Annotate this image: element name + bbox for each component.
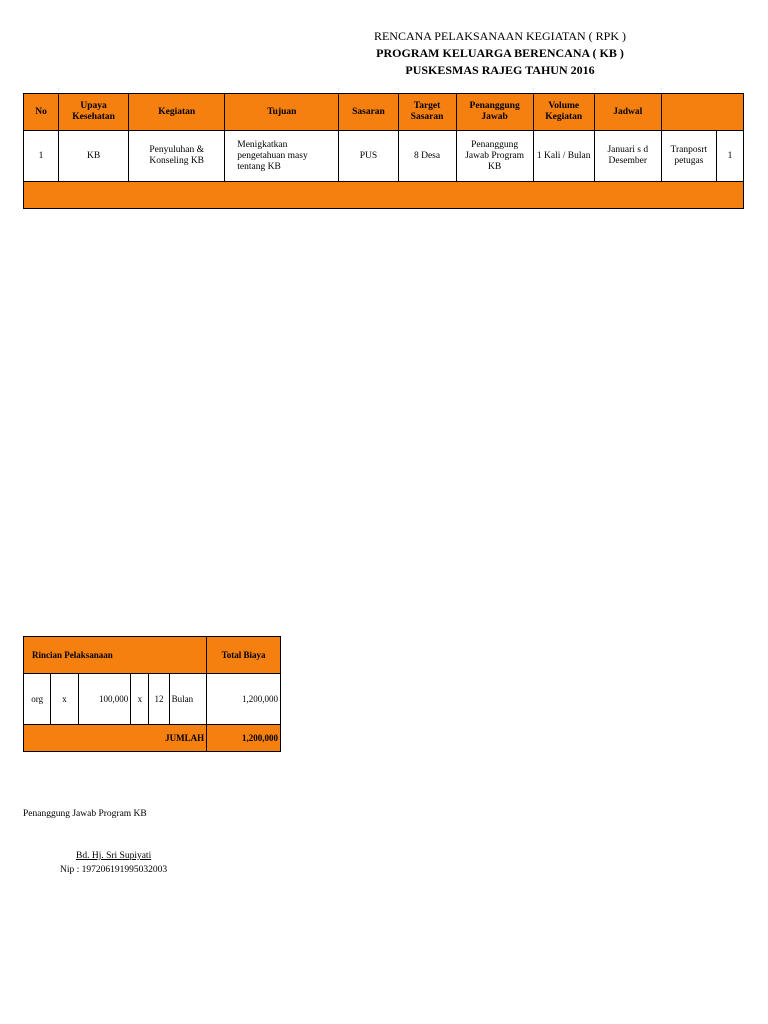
cell-kegiatan: Penyuluhan & Konseling KB — [129, 131, 225, 182]
table-footer-row — [24, 182, 744, 209]
document-title — [300, 28, 700, 79]
cell-sasaran: PUS — [339, 131, 398, 182]
total-biaya-header: Total Biaya — [207, 637, 281, 674]
cell-target: 8 Desa — [398, 131, 456, 182]
header-volume: Volume Kegiatan — [533, 94, 594, 131]
signature-name: Bd. Hj. Sri Supiyati — [76, 851, 152, 861]
rincian-price: 100,000 — [78, 674, 131, 725]
cell-no: 1 — [24, 131, 59, 182]
title-line-1: RENCANA PELAKSANAAN KEGIATAN ( RPK ) — [373, 29, 627, 43]
cell-jadwal: Januari s d Desember — [594, 131, 661, 182]
rincian-times-1: x — [51, 674, 78, 725]
rincian-period: Bulan — [169, 674, 206, 725]
cell-upaya: KB — [59, 131, 129, 182]
cell-volume: 1 Kali / Bulan — [533, 131, 594, 182]
header-upaya: Upaya Kesehatan — [59, 94, 129, 131]
rincian-header-row — [24, 637, 281, 674]
rincian-total: 1,200,000 — [207, 674, 281, 725]
rincian-table — [23, 636, 281, 752]
table-header-row — [24, 94, 744, 131]
header-jadwal: Jadwal — [594, 94, 661, 131]
header-blank — [661, 94, 743, 131]
cell-transport: Tranposrt petugas — [661, 131, 716, 182]
table-row — [24, 131, 744, 182]
jumlah-value: 1,200,000 — [207, 725, 281, 752]
rincian-unit: org — [24, 674, 51, 725]
rincian-row — [24, 674, 281, 725]
jumlah-row — [24, 725, 281, 752]
signature-role: Penanggung Jawab Program KB — [23, 809, 147, 819]
rincian-header: Rincian Pelaksanaan — [24, 637, 207, 674]
header-kegiatan: Kegiatan — [129, 94, 225, 131]
header-no: No — [24, 94, 59, 131]
rincian-times-2: x — [131, 674, 149, 725]
rincian-count: 12 — [149, 674, 169, 725]
signature-nip: Nip : 197206191995032003 — [60, 865, 168, 875]
title-line-3: PUSKESMAS RAJEG TAHUN 2016 — [405, 63, 595, 77]
jumlah-label: JUMLAH — [24, 725, 207, 752]
header-penanggung: Penanggung Jawab — [456, 94, 533, 131]
header-sasaran: Sasaran — [339, 94, 398, 131]
title-line-2: PROGRAM KELUARGA BERENCANA ( KB ) — [376, 46, 624, 60]
footer-bar — [24, 182, 744, 209]
cell-penanggung: Penanggung Jawab Program KB — [456, 131, 533, 182]
header-target: Target Sasaran — [398, 94, 456, 131]
cell-tujuan: Menigkatkan pengetahuan masy tentang KB — [225, 131, 339, 182]
rpk-table — [23, 93, 744, 209]
header-tujuan: Tujuan — [225, 94, 339, 131]
cell-qty: 1 — [716, 131, 743, 182]
